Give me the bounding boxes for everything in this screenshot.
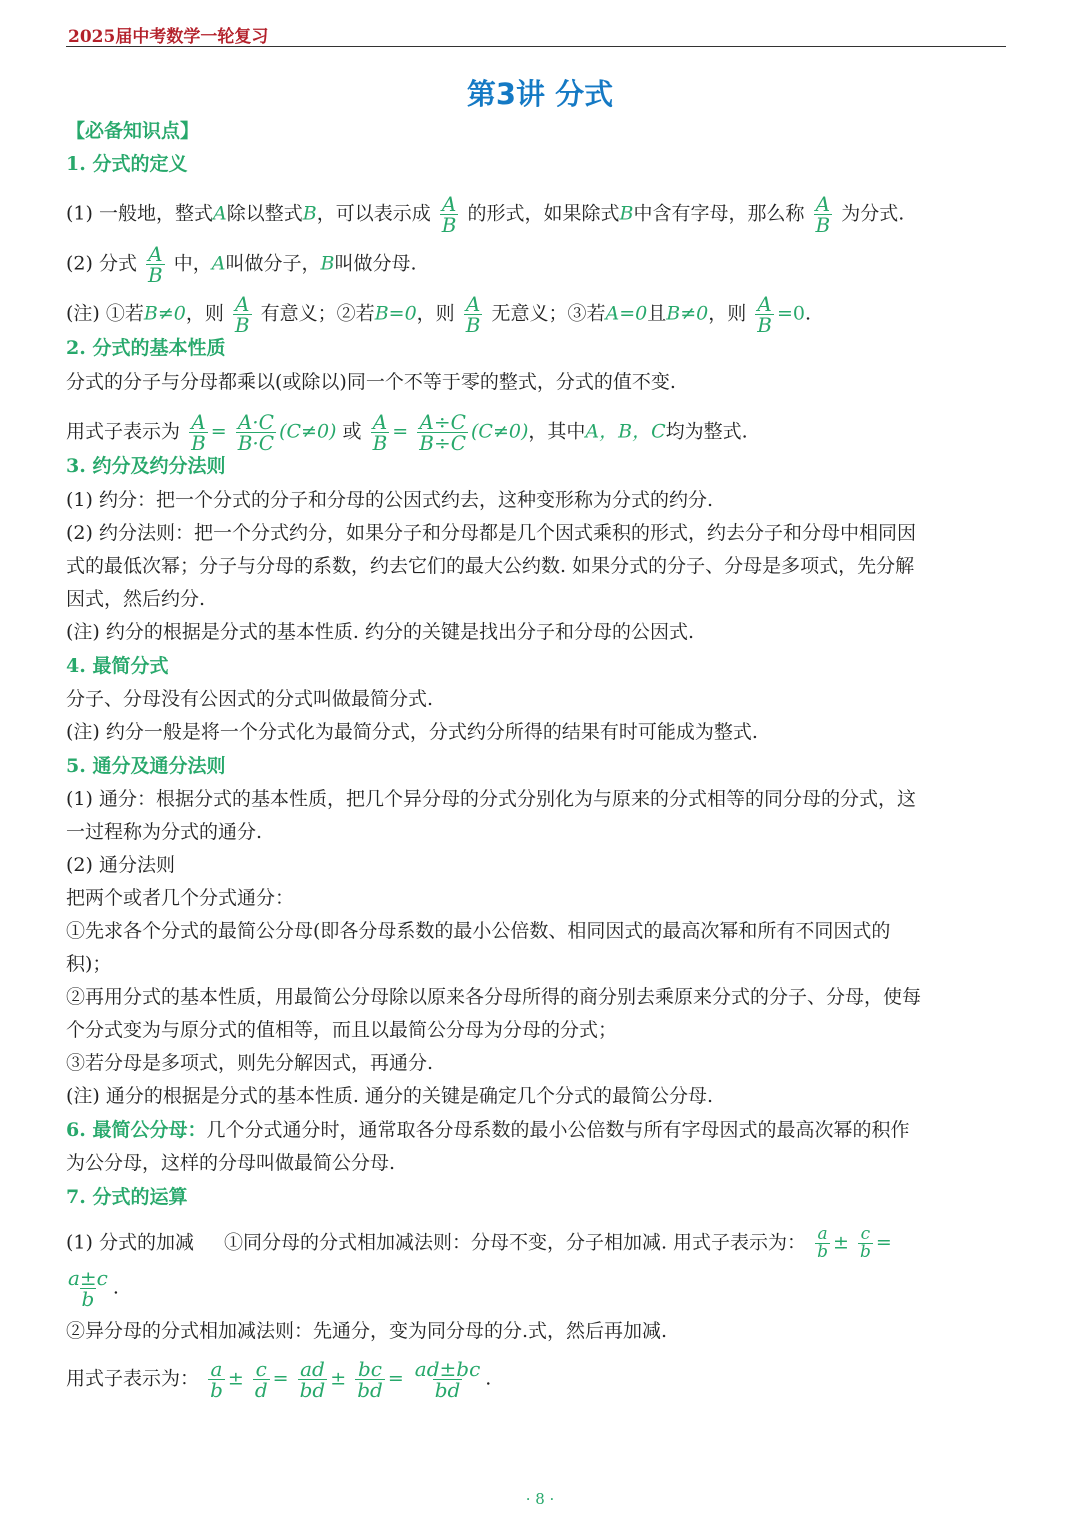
s4-line-1: 分子、分母没有公因式的分式叫做最简分式. (66, 688, 434, 710)
s5-line-4: 把两个或者几个分式通分： (66, 887, 295, 909)
s1-para-1 (66, 194, 904, 235)
page-title: 第3讲 分式 (466, 77, 614, 111)
s7-line-4 (66, 1359, 491, 1400)
fraction-A-over-B (464, 294, 483, 335)
text: 用式子表示为 (66, 420, 181, 443)
text: ，则 (708, 302, 747, 325)
fraction-A-over-B (755, 294, 774, 335)
math-B-ne-0: B≠0 (143, 302, 186, 325)
math-B-ne-0: B≠0 (666, 302, 709, 325)
s5-line-6: 积)； (66, 953, 112, 975)
text: (2) 分式 (66, 252, 137, 275)
math-B: B (619, 202, 634, 225)
text: ，则 (416, 302, 455, 325)
text: 或 (342, 420, 362, 443)
s2-para-2 (66, 412, 748, 453)
text: . (112, 1276, 119, 1299)
numerator: A (372, 410, 388, 434)
s5-line-5: ①先求各个分式的最简公分母(即各分母系数的最小公倍数、相同因式的最高次幂和所有不同因式的 (66, 920, 891, 942)
s7-line-3: ②异分母的分式相加减法则：先通分，变为同分母的分.式，然后再加减. (66, 1320, 668, 1342)
text: ①同分母的分式相加减法则：分母不变，分子相加减. 用式子表示为： (223, 1231, 807, 1254)
text: 叫做分母. (334, 252, 417, 275)
denominator: bd (357, 1378, 383, 1402)
text: ，则 (185, 302, 224, 325)
numerator: a±c (68, 1266, 108, 1290)
math-B-eq-0: B=0 (374, 302, 417, 325)
numerator: c (860, 1224, 871, 1244)
fraction-AC-over-BC (236, 412, 276, 453)
text: 中含有字母，那么称 (633, 202, 805, 225)
denominator: B (441, 213, 457, 237)
text: 无意义；③若 (491, 302, 606, 325)
section-2-heading: 2. 分式的基本性质 (66, 337, 226, 359)
math-B: B (320, 252, 335, 275)
denominator: d (254, 1378, 268, 1402)
numerator: A (235, 292, 250, 316)
s5-line-7: ②再用分式的基本性质，用最简公分母除以原来各分母所得的商分别去乘原来分式的分子、分母，使每 (66, 986, 922, 1008)
equals-sign: = (272, 1367, 289, 1390)
denominator: b (859, 1242, 871, 1262)
text: 叫做分子， (225, 252, 321, 275)
text: ，可以表示成 (316, 202, 431, 225)
text: 除以整式 (226, 202, 303, 225)
s5-line-9: ③若分母是多项式，则先分解因式，再通分. (66, 1052, 434, 1074)
section-1-heading: 1. 分式的定义 (66, 153, 188, 175)
fraction-apmc-over-b (66, 1268, 110, 1309)
math-A: A (211, 252, 226, 275)
numerator: c (255, 1357, 267, 1381)
math-C-ne-0: (C≠0) (279, 420, 337, 443)
math-A: A (212, 202, 227, 225)
s3-line-1: (1) 约分：把一个分式的分子和分母的公因式约去，这种变形称为分式的约分. (66, 489, 713, 511)
numerator: ad±bc (414, 1357, 481, 1381)
text: . (485, 1367, 492, 1390)
fraction-AdivC-over-BdivC (417, 412, 468, 453)
s1-note (66, 294, 811, 335)
fraction-A-over-B (233, 294, 252, 335)
text: (注) ①若 (66, 302, 144, 325)
numerator: A÷C (419, 410, 466, 434)
text: (1) 一般地，整式 (66, 202, 213, 225)
numerator: A (815, 192, 831, 216)
equals-sign: = (387, 1367, 404, 1390)
s7-line-1 (66, 1226, 892, 1261)
numerator: A (148, 242, 163, 266)
denominator: B (372, 431, 388, 455)
math-ABC: A，B，C (585, 420, 666, 443)
text: 均为整式. (665, 420, 748, 443)
equals-sign: = (210, 420, 227, 443)
s5-line-3: (2) 通分法则 (66, 854, 175, 876)
s5-line-2: 一过程称为分式的通分. (66, 821, 263, 843)
text: 用式子表示为： (66, 1367, 200, 1390)
section-3-heading: 3. 约分及约分法则 (66, 455, 226, 477)
numerator: a (817, 1224, 828, 1244)
fraction-A-over-B (371, 412, 390, 453)
fraction-a-over-b (208, 1359, 225, 1400)
denominator: B (234, 313, 250, 337)
denominator: B·C (237, 431, 275, 455)
numerator: A (441, 192, 457, 216)
math-A-eq-0: A=0 (605, 302, 648, 325)
math-eq-0: =0 (777, 302, 806, 325)
denominator: b (81, 1287, 95, 1311)
numerator: bc (358, 1357, 383, 1381)
equals-sign: = (875, 1231, 892, 1254)
text: 为分式. (841, 202, 905, 225)
s2-para-1: 分式的分子与分母都乘以(或除以)同一个不等于零的整式，分式的值不变. (66, 371, 676, 393)
equals-sign: = (392, 420, 409, 443)
denominator: b (210, 1378, 223, 1402)
numerator: A (465, 292, 481, 316)
fraction-ad-over-bd (298, 1359, 328, 1400)
math-B: B (302, 202, 317, 225)
section-4-heading: 4. 最简分式 (66, 655, 169, 677)
numerator: A (191, 410, 206, 434)
text: 且 (647, 302, 667, 325)
s1-para-2 (66, 244, 417, 285)
s5-line-8: 个分式变为与原分式的值相等，而且以最简公分母为分母的分式； (66, 1019, 618, 1041)
numerator: ad (300, 1357, 325, 1381)
s6-line-1 (66, 1118, 909, 1142)
text: 中， (173, 252, 212, 275)
text: . (805, 302, 812, 325)
section-6-heading: 6. 最简公分母： (66, 1119, 207, 1141)
s7-line-2 (66, 1268, 119, 1309)
denominator: bd (299, 1378, 326, 1402)
text: 几个分式通分时，通常取各分母系数的最小公倍数与所有字母因式的最高次幂的积作 (206, 1119, 910, 1141)
denominator: B (465, 313, 481, 337)
text: 的形式，如果除式 (467, 202, 620, 225)
s5-line-1: (1) 通分：根据分式的基本性质，把几个异分母的分式分别化为与原来的分式相等的同分母的分式，这 (66, 788, 916, 810)
denominator: B (191, 431, 206, 455)
fraction-adpmbc-over-bd (413, 1359, 483, 1400)
fraction-A-over-B (440, 194, 459, 235)
plus-minus-sign: ± (833, 1231, 849, 1254)
header-divider (66, 46, 1006, 47)
plus-minus-sign: ± (330, 1367, 347, 1390)
fraction-A-over-B (189, 412, 208, 453)
fraction-A-over-B (146, 244, 165, 285)
denominator: B (757, 313, 772, 337)
page-number: · 8 · (525, 1490, 555, 1508)
denominator: B (815, 213, 831, 237)
section-5-heading: 5. 通分及通分法则 (66, 755, 226, 777)
text: 有意义；②若 (260, 302, 375, 325)
numerator: a (210, 1357, 223, 1381)
numerator: A·C (237, 410, 274, 434)
s3-line-2: (2) 约分法则：把一个分式约分，如果分子和分母都是几个因式乘积的形式，约去分子和分母中相同因 (66, 522, 916, 544)
s3-line-3: 式的最低次幂；分子与分母的系数，约去它们的最大公约数. 如果分式的分子、分母是多项式，先分解 (66, 555, 915, 577)
denominator: B (148, 263, 163, 287)
text: ，其中 (528, 420, 586, 443)
section-7-heading: 7. 分式的运算 (66, 1186, 188, 1208)
fraction-a-over-b (815, 1226, 830, 1261)
fraction-bc-over-bd (355, 1359, 385, 1400)
denominator: b (817, 1242, 828, 1262)
s6-line-2: 为公分母，这样的分母叫做最简公分母. (66, 1152, 396, 1174)
s5-note: (注) 通分的根据是分式的基本性质. 通分的关键是确定几个分式的最简公分母. (66, 1085, 713, 1107)
plus-minus-sign: ± (227, 1367, 244, 1390)
fraction-c-over-b (858, 1226, 873, 1261)
numerator: A (757, 292, 772, 316)
s3-line-4: 因式，然后约分. (66, 588, 206, 610)
text: (1) 分式的加减 (66, 1231, 194, 1254)
knowledge-tag: 【必备知识点】 (66, 120, 200, 142)
s4-note: (注) 约分一般是将一个分式化为最简分式，分式约分所得的结果有时可能成为整式. (66, 721, 758, 743)
fraction-A-over-B (814, 194, 833, 235)
fraction-c-over-d (253, 1359, 270, 1400)
s3-note: (注) 约分的根据是分式的基本性质. 约分的关键是找出分子和分母的公因式. (66, 621, 694, 643)
denominator: B÷C (419, 431, 467, 455)
denominator: bd (434, 1378, 461, 1402)
header-title: 2025届中考数学一轮复习 (68, 27, 269, 47)
math-C-ne-0: (C≠0) (471, 420, 529, 443)
